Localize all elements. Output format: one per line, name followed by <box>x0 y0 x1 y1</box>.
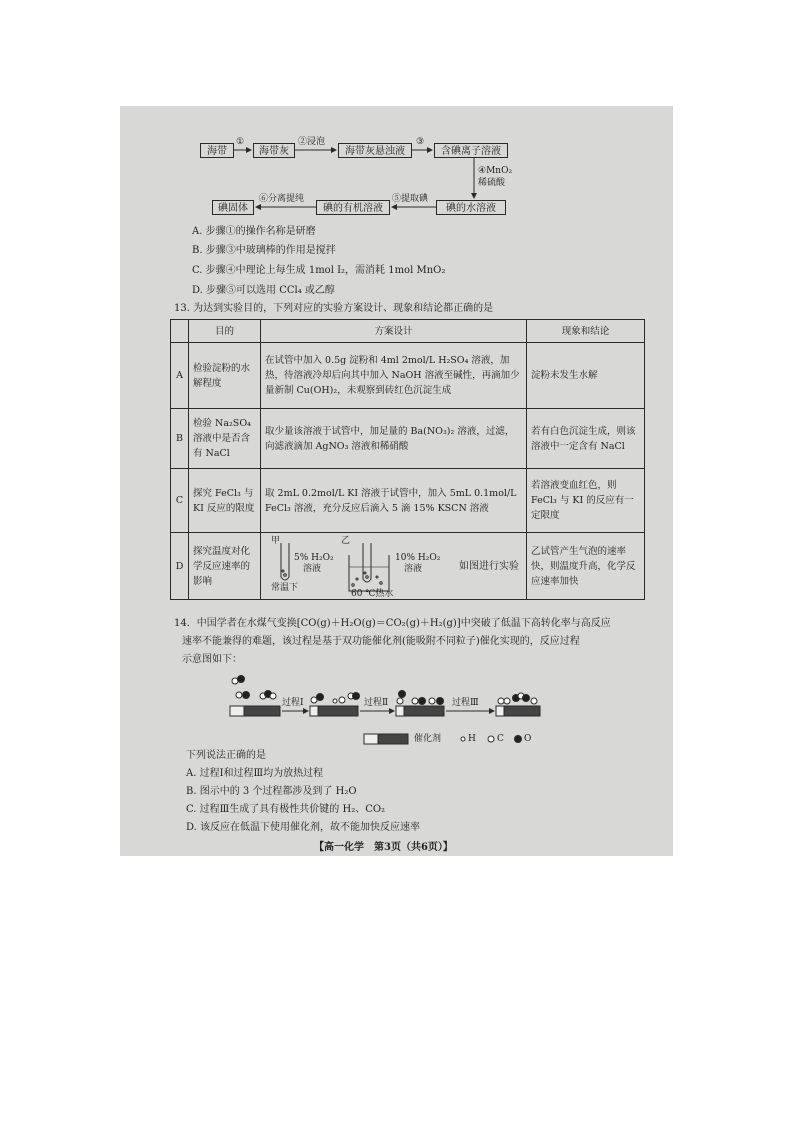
hot-water-label: 60 ℃热水 <box>351 589 394 599</box>
row-purpose: 探究 FeCl₃ 与 KI 反应的限度 <box>189 469 261 533</box>
row-plan-figure <box>261 533 527 600</box>
header-cell-letter <box>171 320 189 343</box>
table-row <box>171 533 645 600</box>
catalyst-process-svg <box>120 666 673 756</box>
header-cell-purpose: 目的 <box>189 320 261 343</box>
table-row <box>171 469 645 533</box>
row-result: 淀粉未发生水解 <box>527 343 645 409</box>
tube-label-yi: 乙 <box>341 536 351 546</box>
flow-arrows <box>120 106 673 226</box>
row-plan: 取 2mL 0.2mol/L KI 溶液于试管中，加入 5mL 0.1mol/L FeCl₃ 溶液，充分反应后滴入 5 滴 15% KSCN 溶液 <box>261 469 527 533</box>
flow-label-step4-acid: 稀硫酸 <box>478 178 506 188</box>
flow-box-seaweed: 海带 <box>200 143 234 158</box>
table-row <box>171 409 645 469</box>
row-purpose: 检验 Na₂SO₄ 溶液中是否含有 NaCl <box>189 409 261 469</box>
row-letter: C <box>171 469 189 533</box>
q13-stem: 13. 为达到实验目的，下列对应的实验方案设计、现象和结论都正确的是 <box>174 303 494 314</box>
process-label-1: 过程Ⅰ <box>282 698 304 708</box>
legend-h: H <box>468 734 476 744</box>
row-purpose: 检验淀粉的水解程度 <box>189 343 261 409</box>
flow-box-iodine-solid: 碘固体 <box>212 200 254 215</box>
scanned-page <box>120 106 673 856</box>
header-cell-plan: 方案设计 <box>261 320 527 343</box>
q14-prompt: 下列说法正确的是 <box>186 750 266 761</box>
process-label-2: 过程Ⅱ <box>364 698 389 708</box>
process-label-3: 过程Ⅲ <box>452 698 479 708</box>
flow-box-ash: 海带灰 <box>253 143 295 158</box>
flow-box-iodide-solution: 含碘离子溶液 <box>434 143 508 158</box>
q14-option-a: A. 过程Ⅰ和过程Ⅲ均为放热过程 <box>186 768 324 779</box>
tube-solution-jia-2: 溶液 <box>303 564 322 574</box>
row-result: 若有白色沉淀生成，则该溶液中一定含有 NaCl <box>527 409 645 469</box>
tube-solution-jia: 5% H₂O₂ <box>294 553 334 563</box>
flow-label-step1: ① <box>236 137 245 147</box>
row-plan: 取少量该溶液于试管中，加足量的 Ba(NO₃)₂ 溶液，过滤，向滤液滴加 AgNO₃ 溶液和稀硝酸 <box>261 409 527 469</box>
flow-label-step2: ②浸泡 <box>298 137 326 147</box>
row-result: 若溶液变血红色，则 FeCl₃ 与 KI 的反应有一定限度 <box>527 469 645 533</box>
q12-option-d: D. 步骤⑤可以选用 CCl₄ 或乙醇 <box>192 285 335 296</box>
tube-solution-yi-2: 溶液 <box>404 564 423 574</box>
q13-table <box>170 319 645 600</box>
q12-option-b: B. 步骤③中玻璃棒的作用是搅拌 <box>192 245 336 256</box>
flow-box-aqueous-solution: 碘的水溶液 <box>436 200 506 215</box>
row-letter: A <box>171 343 189 409</box>
tube-label-jia: 甲 <box>271 536 281 546</box>
flow-box-suspension: 海带灰悬浊液 <box>338 143 412 158</box>
header-cell-result: 现象和结论 <box>527 320 645 343</box>
q14-stem-line1: 14．中国学者在水煤气变换[CO(g)＋H₂O(g)＝CO₂(g)＋H₂(g)]中突破了低温下高转化率与高反应 <box>174 618 611 629</box>
table-row <box>171 343 645 409</box>
row-letter: D <box>171 533 189 600</box>
flow-label-step5: ⑤提取碘 <box>392 194 429 204</box>
row-result: 乙试管产生气泡的速率快，则温度升高，化学反应速率加快 <box>527 533 645 600</box>
q12-option-c: C. 步骤④中理论上每生成 1mol I₂，需消耗 1mol MnO₂ <box>192 265 446 276</box>
q14-stem-line3: 示意图如下： <box>182 654 242 665</box>
figure-caption: 如图进行实验 <box>459 561 519 572</box>
table-header-row <box>171 320 645 343</box>
q14-option-c: C. 过程Ⅲ生成了具有极性共价键的 H₂、CO₂ <box>186 804 386 815</box>
legend-c: C <box>497 734 504 744</box>
q14-option-d: D. 该反应在低温下使用催化剂，故不能加快反应速率 <box>186 822 421 833</box>
flow-label-step4-reagent: ④MnO₂ <box>478 166 513 176</box>
row-plan: 在试管中加入 0.5g 淀粉和 4ml 2mol/L H₂SO₄ 溶液，加热，待溶液冷却后向其中加入 NaOH 溶液至碱性，再滴加少量新制 Cu(OH)₂，未观察到砖红色沉淀生成 <box>261 343 527 409</box>
q14-stem-line2: 速率不能兼得的难题，该过程是基于双功能催化剂(能吸附不同粒子)催化实现的，反应过程 <box>182 636 580 647</box>
flow-label-step6: ⑥分离提纯 <box>259 194 305 204</box>
room-temp-label: 常温下 <box>271 583 299 593</box>
row-purpose: 探究温度对化学反应速率的影响 <box>189 533 261 600</box>
page-footer: 【高一化学 第3页（共6页）】 <box>314 842 453 853</box>
flow-label-step3: ③ <box>416 137 425 147</box>
tube-solution-yi: 10% H₂O₂ <box>395 553 441 563</box>
q12-option-a: A. 步骤①的操作名称是研磨 <box>192 226 316 237</box>
legend-catalyst: 催化剂 <box>414 734 442 744</box>
row-letter: B <box>171 409 189 469</box>
q14-option-b: B. 图示中的 3 个过程都涉及到了 H₂O <box>186 786 357 797</box>
legend-o: O <box>524 734 532 744</box>
flow-box-organic-solution: 碘的有机溶液 <box>316 200 390 215</box>
